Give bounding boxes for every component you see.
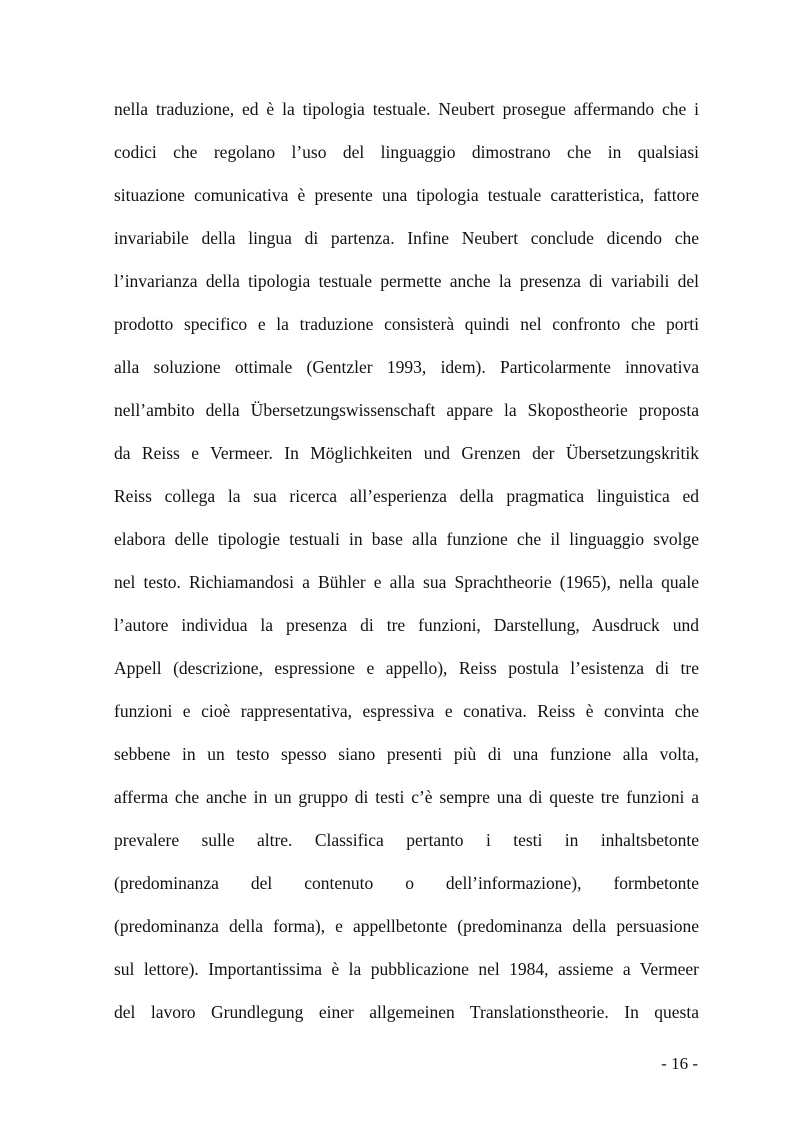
page-number: - 16 - (661, 1054, 698, 1073)
text-line: sul lettore). Importantissima è la pubblicazione nel 1984, assieme a Vermeer (114, 959, 699, 979)
text-line: nel testo. Richiamandosi a Bühler e alla sua Sprachtheorie (1965), nella quale (114, 572, 699, 592)
text-line: Reiss collega la sua ricerca all’esperienza della pragmatica linguistica ed (114, 486, 699, 506)
body-text (114, 88, 699, 1034)
text-line: sebbene in un testo spesso siano presenti più di una funzione alla volta, (114, 744, 699, 764)
text-line: (predominanza della forma), e appellbetonte (predominanza della persuasione (114, 916, 699, 936)
text-line: l’autore individua la presenza di tre funzioni, Darstellung, Ausdruck und (114, 615, 699, 635)
text-line: da Reiss e Vermeer. In Möglichkeiten und Grenzen der Übersetzungskritik (114, 443, 699, 463)
text-line: codici che regolano l’uso del linguaggio dimostrano che in qualsiasi (114, 142, 699, 162)
text-line: l’invarianza della tipologia testuale permette anche la presenza di variabili del (114, 271, 699, 291)
text-line: funzioni e cioè rappresentativa, espressiva e conativa. Reiss è convinta che (114, 701, 699, 721)
text-line: prodotto specifico e la traduzione consisterà quindi nel confronto che porti (114, 314, 699, 334)
text-line: nella traduzione, ed è la tipologia testuale. Neubert prosegue affermando che i (114, 99, 699, 119)
text-line: afferma che anche in un gruppo di testi c’è sempre una di queste tre funzioni a (114, 787, 699, 807)
text-line: nell’ambito della Übersetzungswissenschaft appare la Skopostheorie proposta (114, 400, 699, 420)
text-line: invariabile della lingua di partenza. Infine Neubert conclude dicendo che (114, 228, 699, 248)
text-line: del lavoro Grundlegung einer allgemeinen Translationstheorie. In questa (114, 1002, 699, 1022)
text-line: situazione comunicativa è presente una tipologia testuale caratteristica, fattore (114, 185, 699, 205)
text-line: Appell (descrizione, espressione e appello), Reiss postula l’esistenza di tre (114, 658, 699, 678)
text-line: elabora delle tipologie testuali in base alla funzione che il linguaggio svolge (114, 529, 699, 549)
text-line: prevalere sulle altre. Classifica pertanto i testi in inhaltsbetonte (114, 830, 699, 850)
text-line: (predominanza del contenuto o dell’informazione), formbetonte (114, 873, 699, 893)
text-line: alla soluzione ottimale (Gentzler 1993, idem). Particolarmente innovativa (114, 357, 699, 377)
